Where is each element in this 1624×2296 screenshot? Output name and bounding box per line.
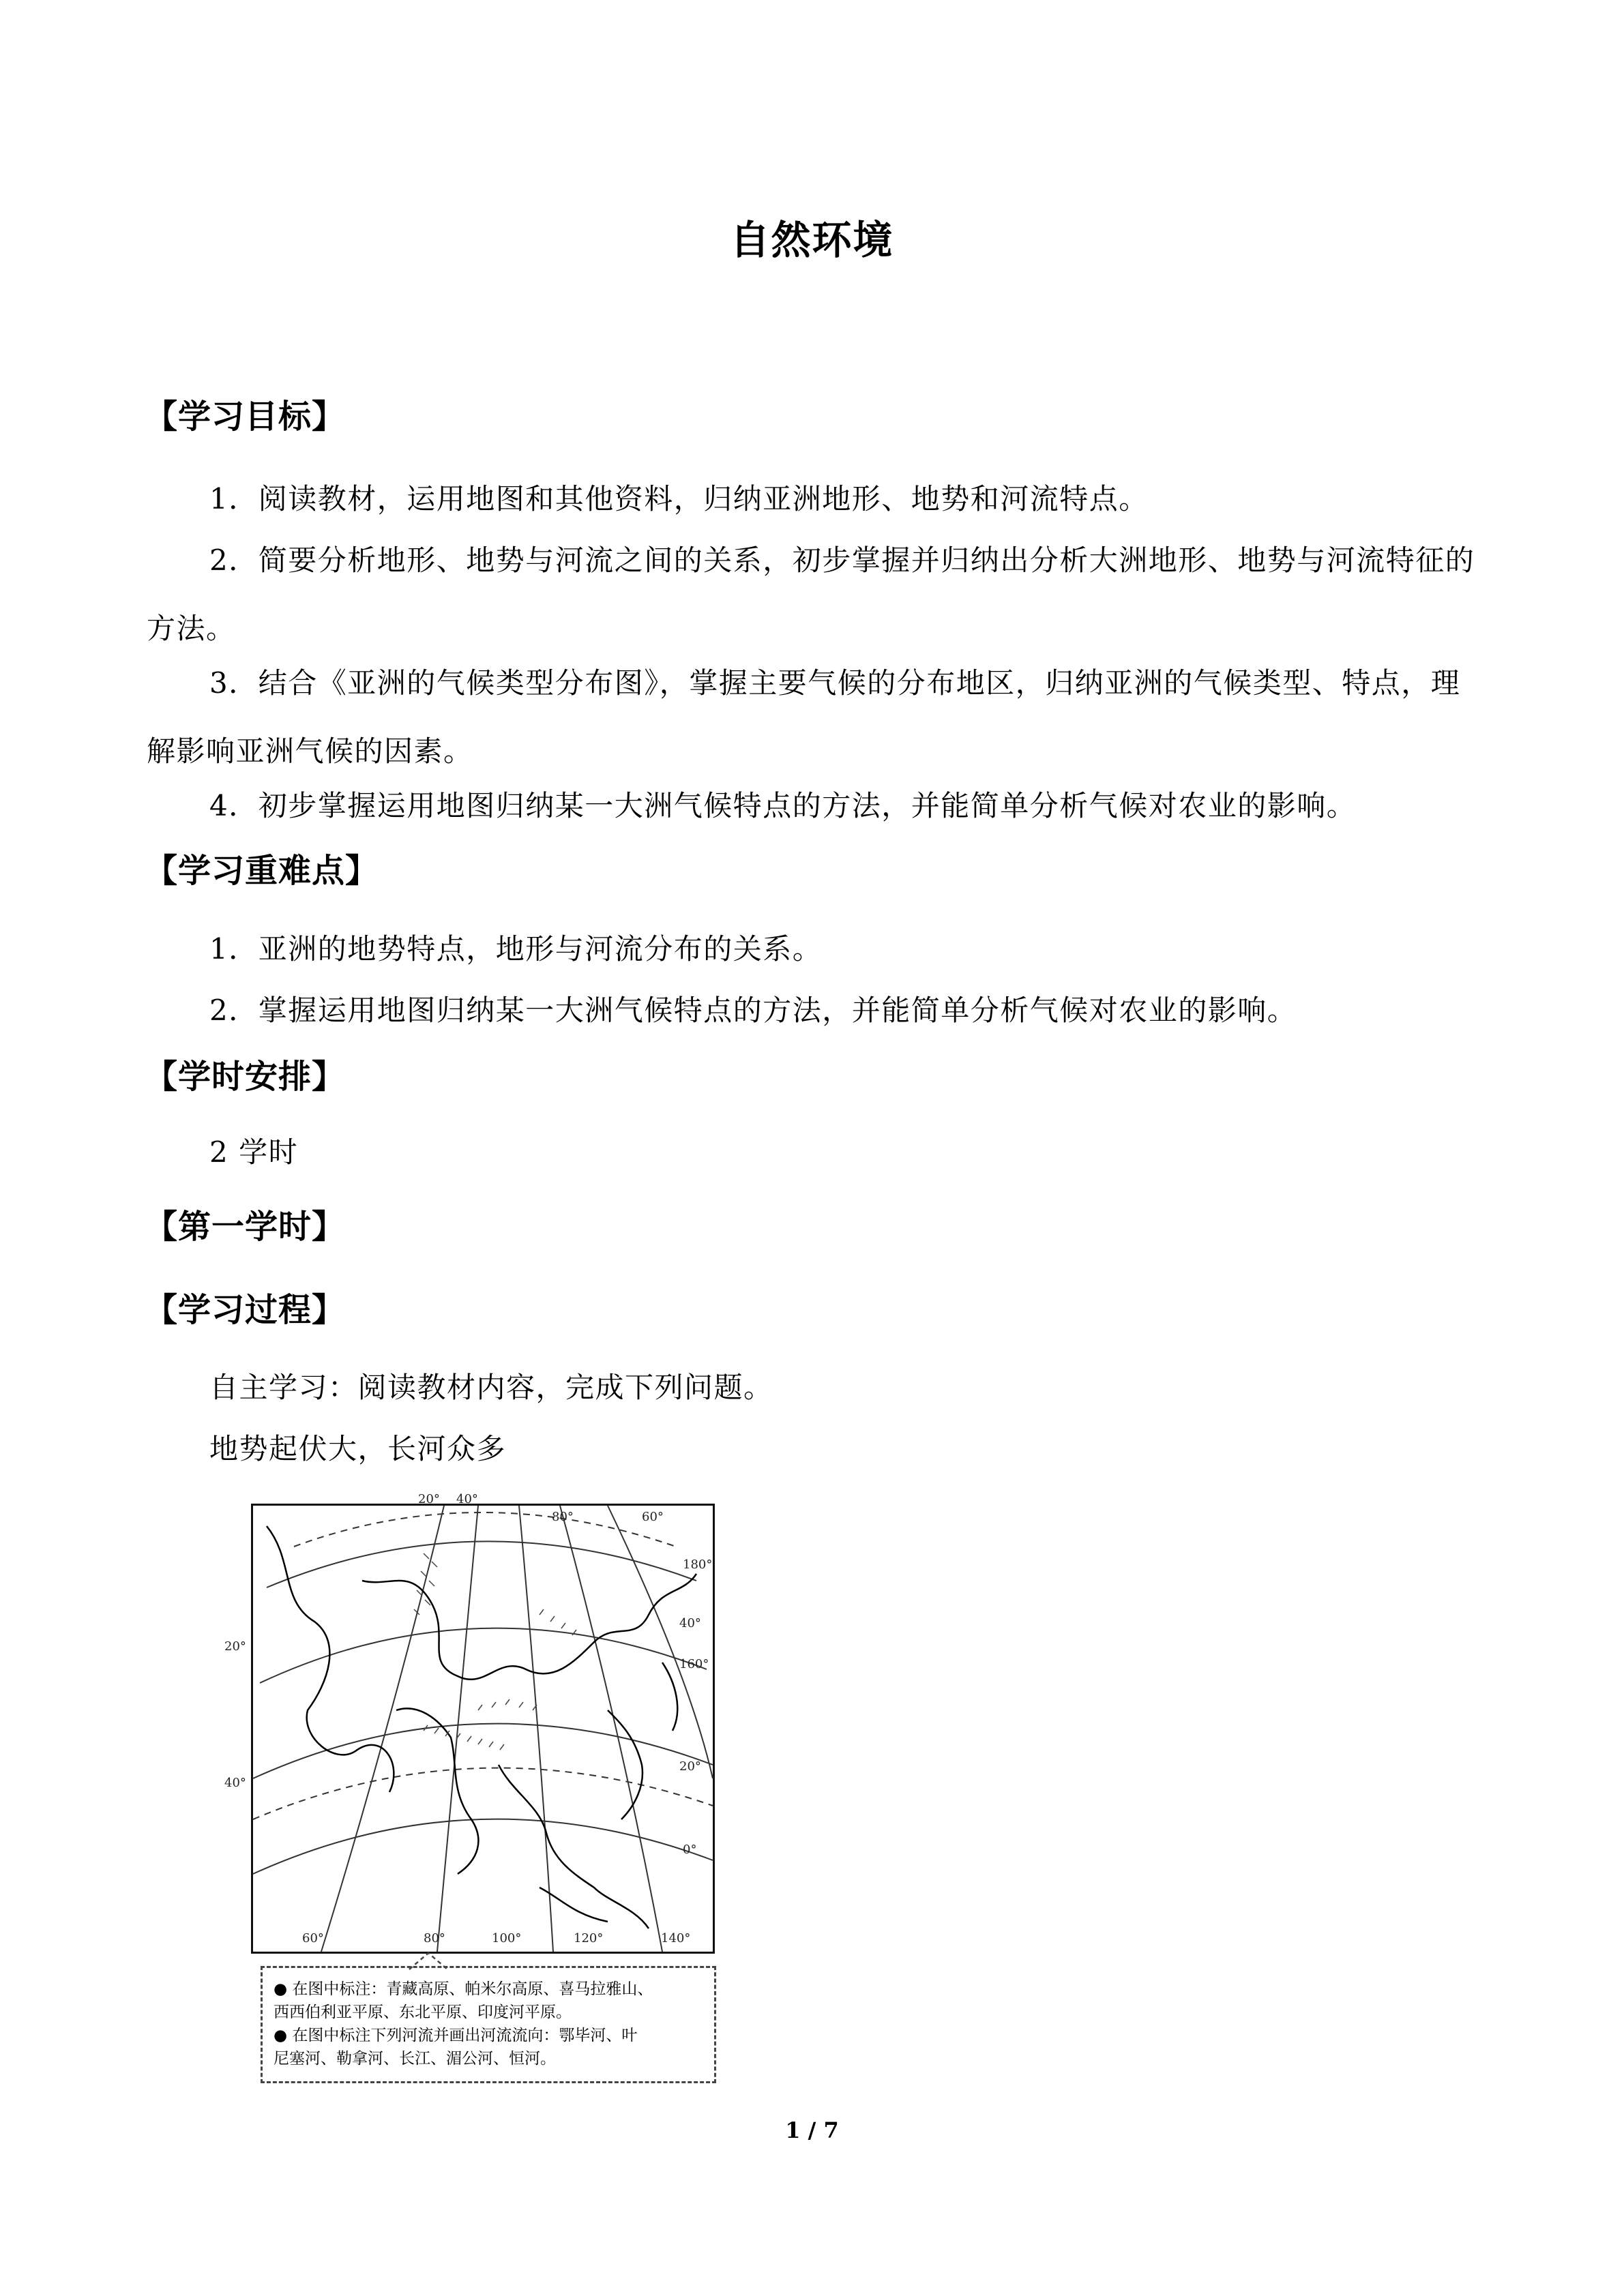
objective-4 [147,772,1477,840]
map-label-top-40: 40° [456,1492,478,1506]
objective-3-text: 3．结合《亚洲的气候类型分布图》，掌握主要气候的分布地区，归纳亚洲的气候类型、特点，理解影响亚洲气候的因素。 [147,666,1461,768]
map-label-bottom-80: 80° [424,1931,445,1945]
objectives-heading: 【学习目标】 [145,398,346,436]
map-label-left-20: 20° [224,1639,246,1654]
objective-1 [147,465,1477,533]
keypoint-2 [147,976,1477,1045]
map-label-bottom-60: 60° [302,1931,324,1945]
keypoint-1-text: 1．亚洲的地势特点，地形与河流分布的关系。 [209,932,823,966]
process-line-1 [147,1354,1477,1422]
map-label-right-0: 0° [683,1843,697,1857]
process-line-1-text: 自主学习：阅读教材内容，完成下列问题。 [209,1371,773,1404]
keypoints-heading: 【学习重难点】 [145,852,379,890]
objective-3 [147,649,1477,786]
keypoint-1 [147,915,1477,983]
objective-2-text: 2．简要分析地形、地势与河流之间的关系，初步掌握并归纳出分析大洲地形、地势与河流特征的方法。 [147,543,1475,645]
map-label-right-180: 180° [683,1557,713,1572]
map-label-top-80: 80° [552,1510,574,1524]
lesson-heading: 【第一学时】 [145,1208,346,1246]
note-line-1: ● 在图中标注：青藏高原、帕米尔高原、喜马拉雅山、 [274,1980,653,1998]
map-label-bottom-120: 120° [574,1931,604,1945]
note-line-3: ● 在图中标注下列河流并画出河流流向：鄂毕河、叶 [274,2027,638,2044]
page-number: 1 / 7 [785,2117,839,2143]
schedule-heading: 【学时安排】 [145,1058,346,1096]
map-label-bottom-100: 100° [492,1931,522,1945]
page-title: 自然环境 [730,217,894,263]
keypoint-2-text: 2．掌握运用地图归纳某一大洲气候特点的方法，并能简单分析气候对农业的影响。 [209,994,1297,1027]
map-label-right-160: 160° [679,1657,709,1671]
note-line-2: 西西伯利亚平原、东北平原、印度河平原。 [274,2003,572,2021]
map-instructions-box [261,1966,716,2083]
map-label-right-40: 40° [679,1616,701,1630]
map-label-top-60: 60° [642,1510,664,1524]
asia-map-figure [224,1492,715,1954]
process-line-2-text: 地势起伏大，长河众多 [209,1432,507,1465]
objective-2 [147,526,1477,663]
note-line-4: 尼塞河、勒拿河、长江、湄公河、恒河。 [274,2050,556,2068]
asia-map-graphic [224,1492,713,1952]
map-label-top-20: 20° [418,1492,440,1506]
schedule-line [147,1118,1477,1187]
schedule-text: 2 学时 [209,1135,299,1169]
objective-4-text: 4．初步掌握运用地图归纳某一大洲气候特点的方法，并能简单分析气候对农业的影响。 [209,789,1357,822]
longitude-lines [321,1506,713,1952]
map-label-right-20: 20° [679,1759,701,1774]
map-label-left-40: 40° [224,1776,246,1790]
process-line-2 [147,1415,1477,1483]
latitude-lines [253,1541,713,1874]
coastlines [267,1526,696,1928]
process-heading: 【学习过程】 [145,1291,346,1329]
objective-1-text: 1．阅读教材，运用地图和其他资料，归纳亚洲地形、地势和河流特点。 [209,482,1149,516]
map-label-bottom-140: 140° [661,1931,691,1945]
tropic-line [253,1768,713,1819]
